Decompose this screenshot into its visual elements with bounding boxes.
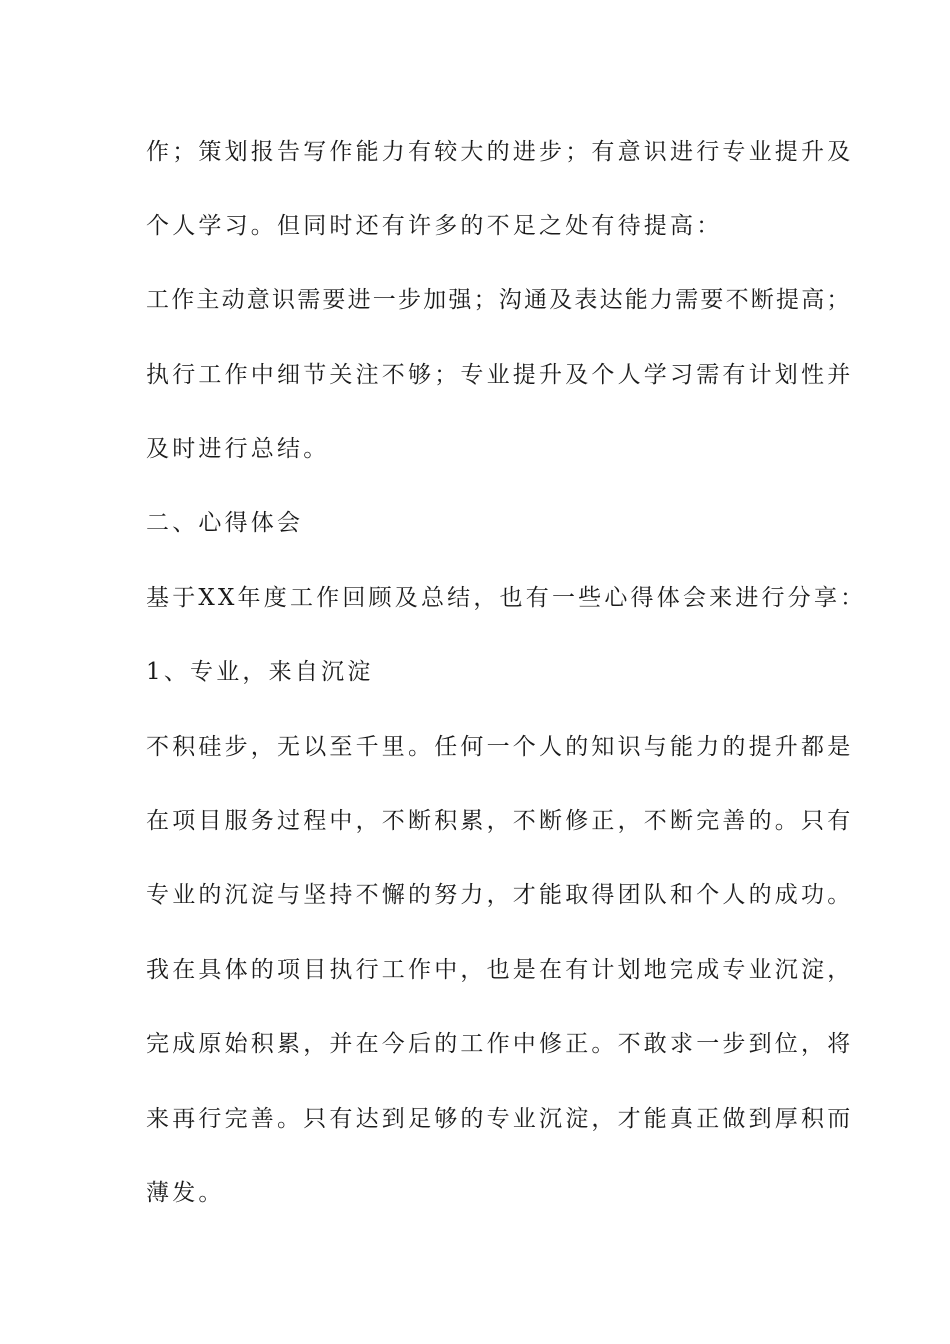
text-line: 基于XX年度工作回顾及总结，也有一些心得体会来进行分享： [146,585,867,611]
text-line: 执行工作中细节关注不够；专业提升及个人学习需有计划性并 [146,362,854,388]
text-line: 来再行完善。只有达到足够的专业沉淀，才能真正做到厚积而 [146,1106,854,1132]
text-line: 专业的沉淀与坚持不懈的努力，才能取得团队和个人的成功。 [146,882,854,908]
text-line: 完成原始积累，并在今后的工作中修正。不敢求一步到位，将 [146,1031,854,1057]
text-line: 及时进行总结。 [146,436,330,462]
text-line: 工作主动意识需要进一步加强；沟通及表达能力需要不断提高； [146,287,852,313]
text-line: 作；策划报告写作能力有较大的进步；有意识进行专业提升及 [146,139,854,165]
text-line: 薄发。 [146,1180,225,1206]
subsection-heading: 1、专业，来自沉淀 [146,659,374,685]
text-line: 不积硅步，无以至千里。任何一个人的知识与能力的提升都是 [146,734,854,760]
section-heading: 二、心得体会 [146,510,304,536]
text-line: 在项目服务过程中，不断积累，不断修正，不断完善的。只有 [146,808,854,834]
text-line: 个人学习。但同时还有许多的不足之处有待提高： [146,213,723,239]
text-line: 我在具体的项目执行工作中，也是在有计划地完成专业沉淀， [146,957,854,983]
